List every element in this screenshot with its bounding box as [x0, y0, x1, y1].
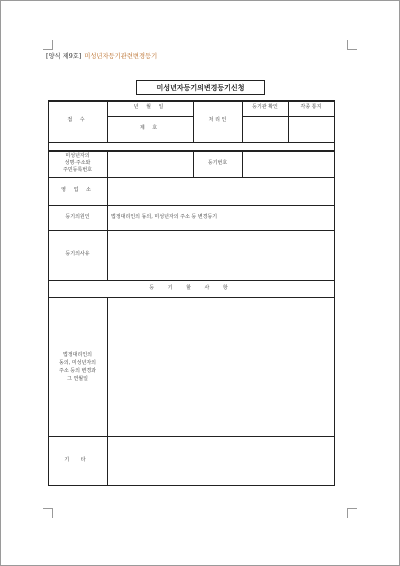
form-number: [양식 제9호] [46, 53, 82, 60]
crop-mark-bottom-left [43, 508, 53, 518]
change-details-label: 법정대리인의 동의, 미성년자의 주소 등의 변경과 그 연월일 [59, 351, 96, 382]
registration-cause-label: 등기의원인 [65, 213, 90, 220]
other-label: 기 타 [64, 456, 91, 463]
registration-cause-value: 법정대리인의 동의, 미성년자의 주소 등 변경등기 [111, 213, 218, 220]
registration-reason-label: 등기의사유 [65, 251, 90, 258]
business-location-label: 영 업 소 [61, 187, 94, 194]
form-name: 미성년자등기관련변경등기 [84, 53, 158, 60]
receipt-date-label: 년 월 일 [133, 104, 167, 111]
crop-mark-top-left [43, 40, 53, 50]
minor-info-label: 미성년자의 성명·주소와 주민등록번호 [63, 153, 92, 173]
crop-mark-top-right [347, 40, 357, 50]
processor-label: 처 리 인 [208, 117, 227, 124]
registration-number-label: 등기번호 [207, 159, 228, 166]
document-title: 미성년자등기의변경등기신청 [136, 80, 265, 95]
receipt-label: 접 수 [67, 117, 88, 124]
form-label [46, 51, 157, 60]
registrar-check-label: 등기관 확인 [252, 104, 278, 111]
crop-mark-bottom-right [347, 508, 357, 518]
receipt-number-label: 제 호 [139, 125, 161, 132]
notice-label: 각종 통지 [300, 104, 322, 111]
application-table [48, 100, 335, 486]
items-section-header: 등 기 할 사 항 [149, 284, 234, 291]
